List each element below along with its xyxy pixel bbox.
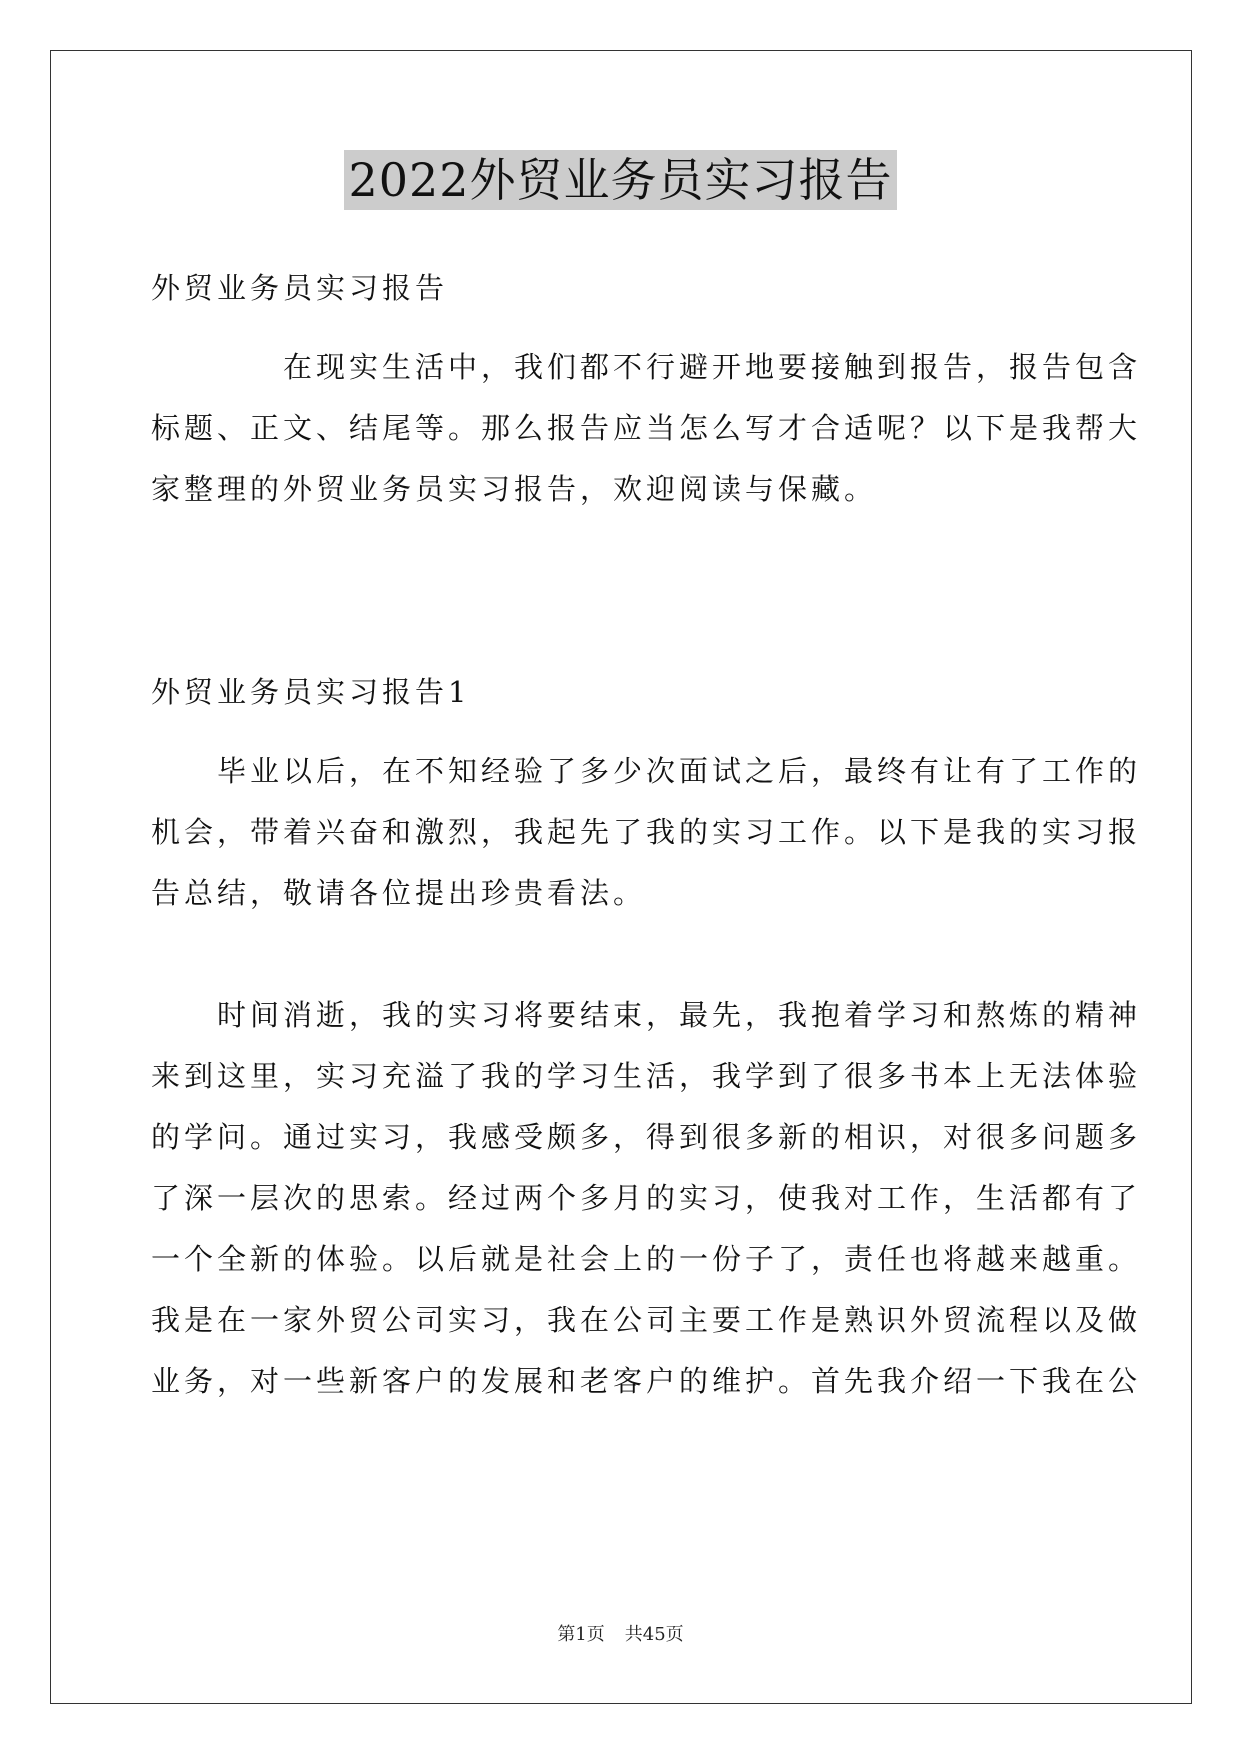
text-line: 标题、正文、结尾等。那么报告应当怎么写才合适呢？以下是我帮大 [151,411,1142,445]
text-line: 毕业以后，在不知经验了多少次面试之后，最终有让有了工作的 [151,754,1142,788]
page-footer [0,1620,1241,1646]
section-heading [151,662,1091,723]
section-heading-text: 外贸业务员实习报告1 [151,675,471,709]
text-line: 机会，带着兴奋和激烈，我起先了我的实习工作。以下是我的实习报 [151,815,1142,849]
document-title: 2022外贸业务员实习报告 [344,150,896,210]
total-pages: 共45页 [624,1624,684,1645]
text-line: 家整理的外贸业务员实习报告，欢迎阅读与保藏。 [151,472,878,506]
text-line: 时间消逝，我的实习将要结束，最先，我抱着学习和熬炼的精神 [151,998,1142,1032]
text-line: 告总结，敬请各位提出珍贵看法。 [151,876,647,910]
text-line: 在现实生活中，我们都不行避开地要接触到报告，报告包含 [151,350,1142,384]
text-line: 一个全新的体验。以后就是社会上的一份子了，责任也将越来越重。 [151,1242,1142,1276]
page-number: 第1页 [557,1624,605,1645]
text-line: 的学问。通过实习，我感受颇多，得到很多新的相识，对很多问题多 [151,1120,1142,1154]
text-line: 业务，对一些新客户的发展和老客户的维护。首先我介绍一下我在公 [151,1364,1142,1398]
intro-paragraph [151,337,1142,520]
document-title-container [0,150,1241,210]
text-line: 我是在一家外贸公司实习，我在公司主要工作是熟识外贸流程以及做 [151,1303,1142,1337]
text-line: 了深一层次的思索。经过两个多月的实习，使我对工作，生活都有了 [151,1181,1142,1215]
paragraph-2 [151,985,1142,1412]
subheading [151,258,1091,319]
paragraph-1 [151,741,1142,924]
text-line: 来到这里，实习充溢了我的学习生活，我学到了很多书本上无法体验 [151,1059,1142,1093]
subheading-text: 外贸业务员实习报告 [151,271,449,305]
